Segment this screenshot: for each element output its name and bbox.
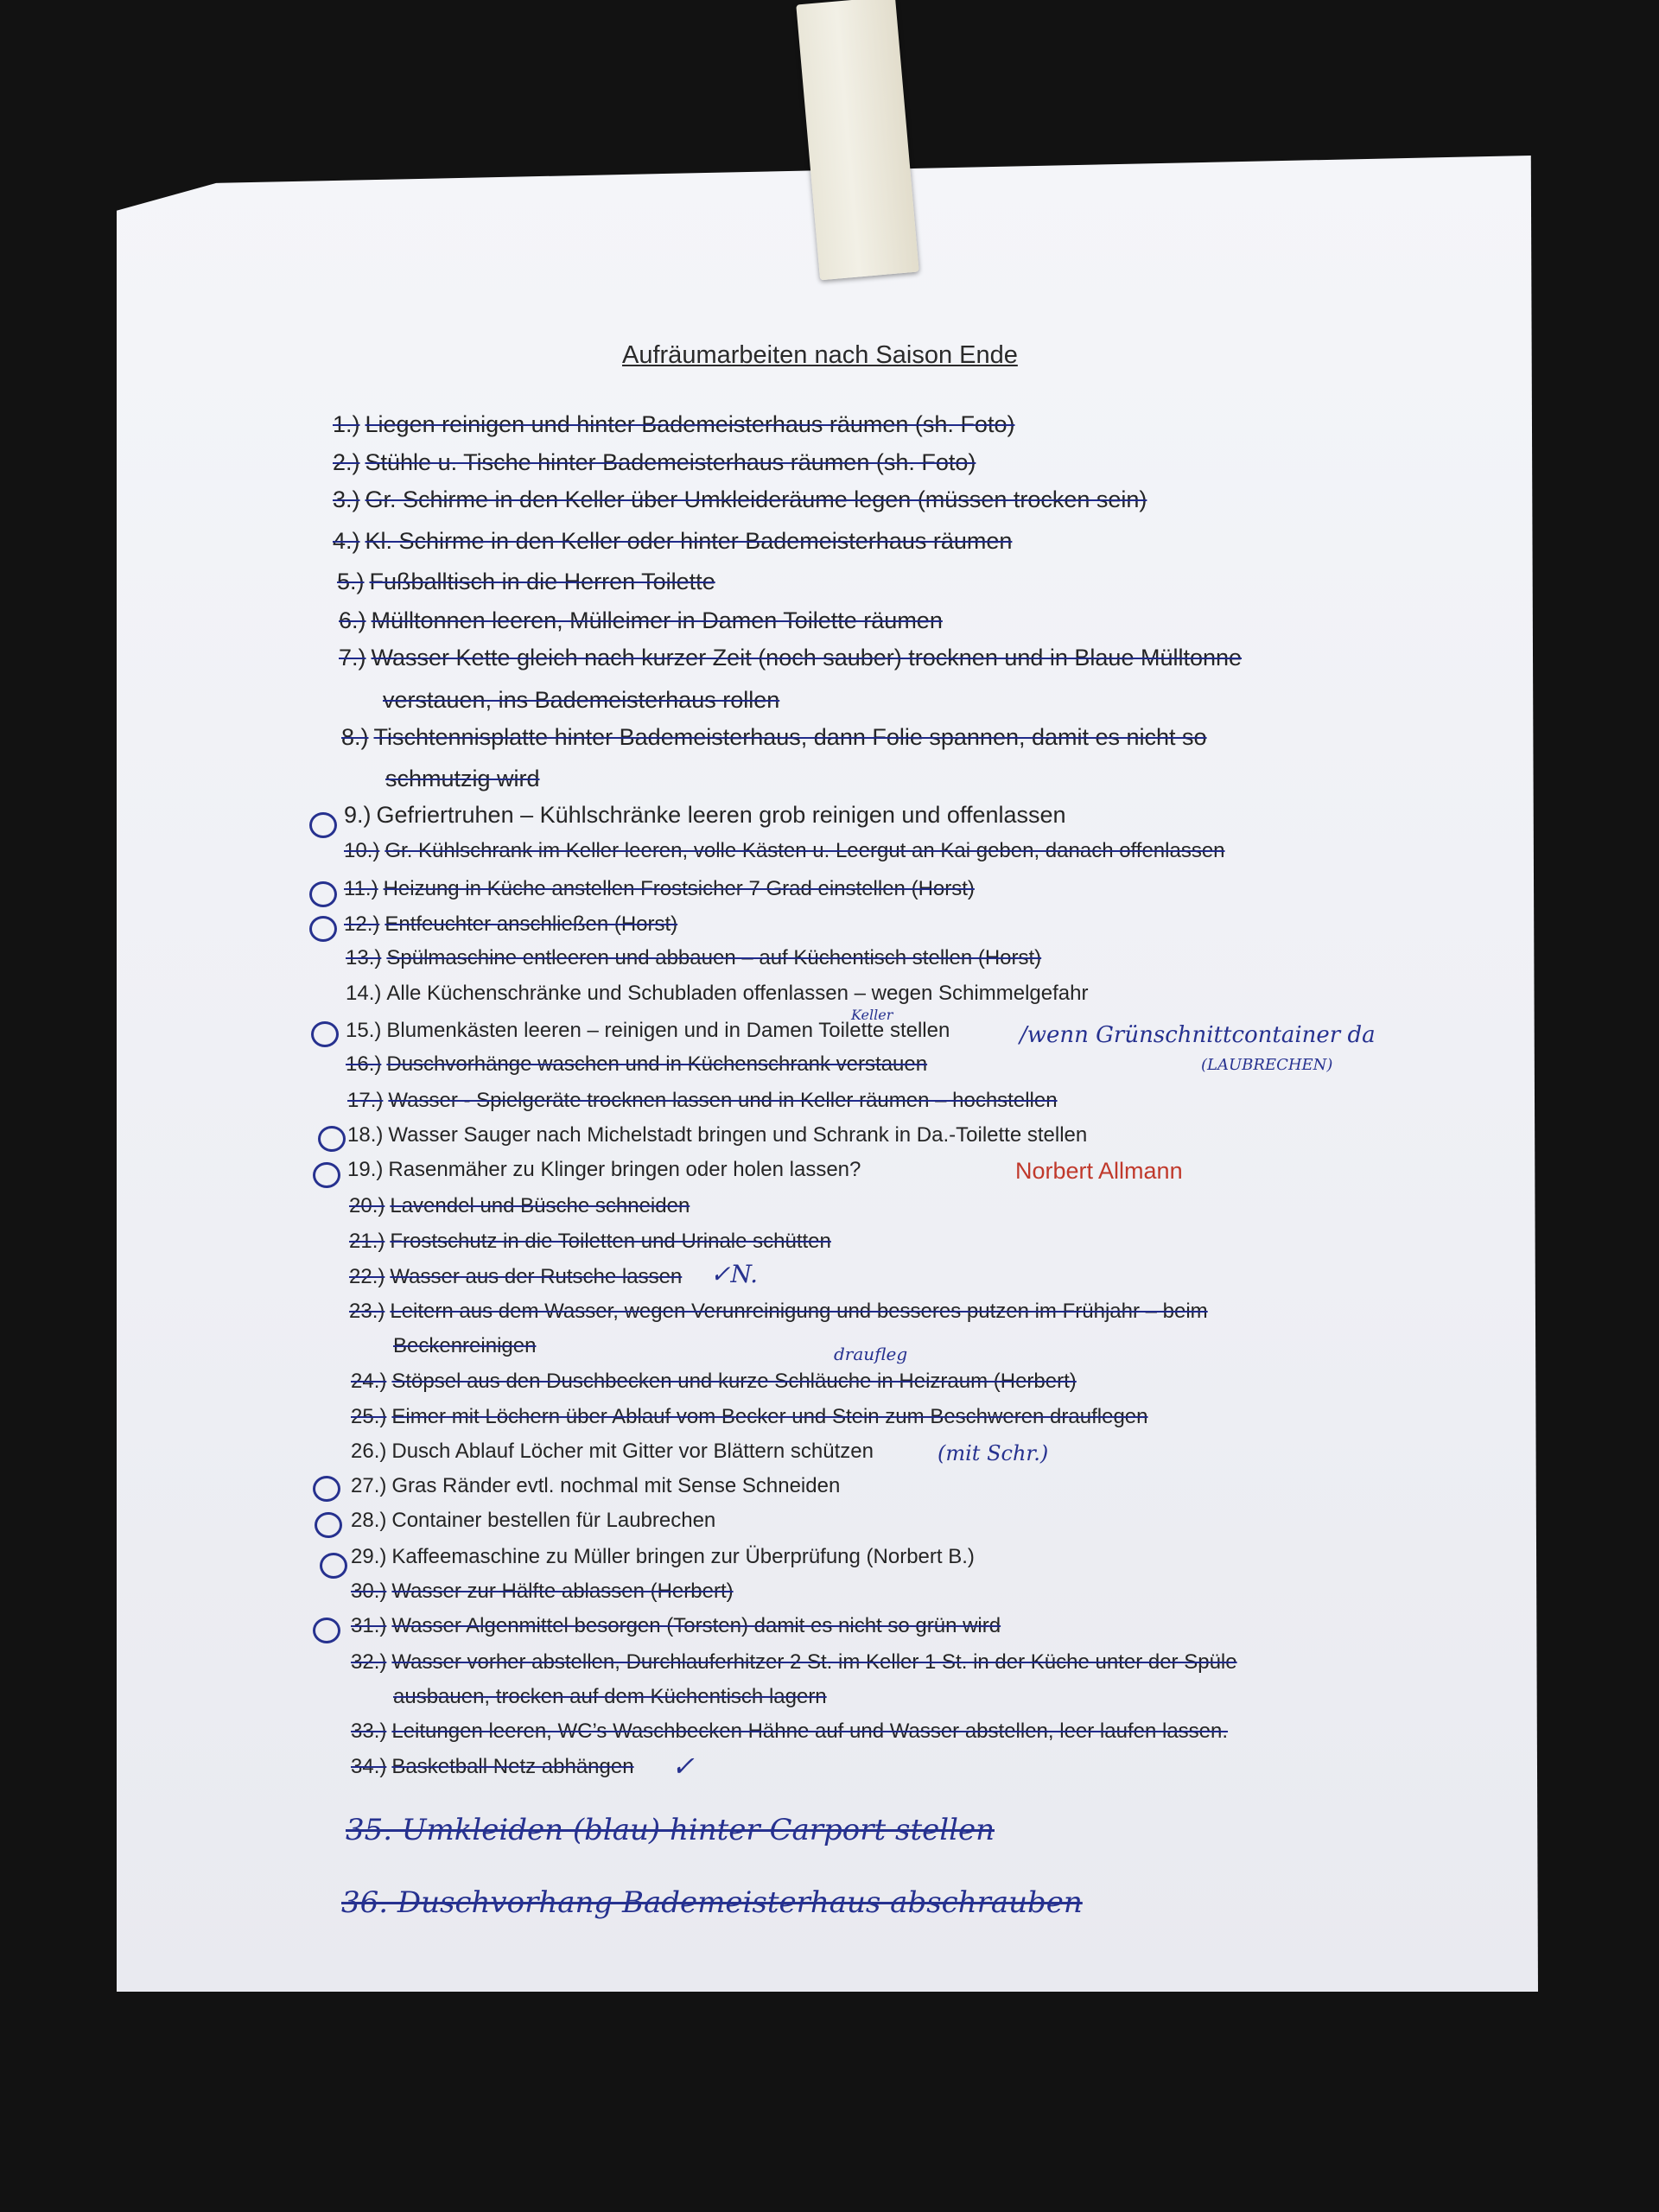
name-overlay: Norbert Allmann bbox=[1015, 1158, 1183, 1184]
list-item: 5.) Fußballtisch in die Herren Toilette bbox=[337, 569, 715, 594]
list-item: 4.) Kl. Schirme in den Keller oder hinter Bademeisterhaus räumen bbox=[333, 528, 1013, 554]
handwritten-note: (mit Schr.) bbox=[938, 1441, 1049, 1465]
handwritten-note: draufleg bbox=[834, 1344, 908, 1364]
circle-mark bbox=[309, 812, 337, 838]
list-item: 31.) Wasser Algenmittel besorgen (Torsten) damit es nicht so grün wird bbox=[351, 1614, 1001, 1637]
list-item: ausbauen, trocken auf dem Küchentisch lagern bbox=[393, 1685, 827, 1708]
list-item: 24.) Stöpsel aus den Duschbecken und kurze Schläuche in Heizraum (Herbert) bbox=[351, 1370, 1077, 1393]
list-item: 23.) Leitern aus dem Wasser, wegen Verunreinigung und besseres putzen im Frühjahr – beim bbox=[349, 1300, 1208, 1323]
list-item: 11.) Heizung in Küche anstellen Frostsicher 7 Grad einstellen (Horst) bbox=[344, 877, 975, 900]
list-item: schmutzig wird bbox=[385, 766, 540, 791]
list-item: 2.) Stühle u. Tische hinter Bademeisterhaus räumen (sh. Foto) bbox=[333, 449, 976, 475]
list-item: 7.) Wasser Kette gleich nach kurzer Zeit (noch sauber) trocknen und in Blaue Mülltonne bbox=[339, 645, 1243, 671]
list-item: 1.) Liegen reinigen und hinter Bademeisterhaus räumen (sh. Foto) bbox=[333, 411, 1015, 437]
circle-mark bbox=[313, 1618, 340, 1643]
list-item: 29.) Kaffeemaschine zu Müller bringen zur Überprüfung (Norbert B.) bbox=[351, 1545, 975, 1568]
list-item: Beckenreinigen bbox=[393, 1334, 537, 1357]
circle-mark bbox=[313, 1162, 340, 1188]
list-item: 16.) Duschvorhänge waschen und in Küchenschrank verstauen bbox=[346, 1052, 928, 1076]
handwritten-note: (LAUBRECHEN) bbox=[1201, 1056, 1333, 1074]
list-item: 26.) Dusch Ablauf Löcher mit Gitter vor Blättern schützen bbox=[351, 1440, 874, 1463]
list-item: 10.) Gr. Kühlschrank im Keller leeren, volle Kästen u. Leergut an Kai geben, danach offenlassen bbox=[344, 839, 1225, 862]
list-item: 25.) Eimer mit Löchern über Ablauf vom Becker und Stein zum Beschweren drauflegen bbox=[351, 1405, 1148, 1428]
list-item: 27.) Gras Ränder evtl. nochmal mit Sense Schneiden bbox=[351, 1474, 841, 1497]
list-item: 6.) Mülltonnen leeren, Mülleimer in Damen Toilette räumen bbox=[339, 607, 943, 633]
list-item: 19.) Rasenmäher zu Klinger bringen oder holen lassen? bbox=[347, 1158, 861, 1181]
list-item: 14.) Alle Küchenschränke und Schubladen offenlassen – wegen Schimmelgefahr bbox=[346, 982, 1089, 1005]
list-item: 32.) Wasser vorher abstellen, Durchlauferhitzer 2 St. im Keller 1 St. in der Küche unter der Spüle bbox=[351, 1650, 1237, 1674]
list-item: 17.) Wasser - Spielgeräte trocknen lassen und in Keller räumen – hochstellen bbox=[347, 1089, 1058, 1112]
list-item: 9.) Gefriertruhen – Kühlschränke leeren grob reinigen und offenlassen bbox=[344, 802, 1066, 828]
circle-mark bbox=[311, 1021, 339, 1047]
list-item: 33.) Leitungen leeren, WC’s Waschbecken Hähne auf und Wasser abstellen, leer laufen lassen. bbox=[351, 1719, 1229, 1743]
handwritten-note: ✓N. bbox=[710, 1260, 759, 1288]
circle-mark bbox=[315, 1512, 342, 1538]
list-item: 12.) Entfeuchter anschließen (Horst) bbox=[344, 912, 678, 936]
list-item: 30.) Wasser zur Hälfte ablassen (Herbert) bbox=[351, 1580, 734, 1603]
list-item: 22.) Wasser aus der Rutsche lassen bbox=[349, 1265, 683, 1288]
handwritten-item-35: 35. Umkleiden (blau) hinter Carport stellen bbox=[346, 1813, 995, 1847]
list-item: 3.) Gr. Schirme in den Keller über Umkleideräume legen (müssen trocken sein) bbox=[333, 486, 1147, 512]
document-title: Aufräumarbeiten nach Saison Ende bbox=[622, 341, 1018, 369]
list-item: verstauen, ins Bademeisterhaus rollen bbox=[383, 687, 780, 713]
list-item: 15.) Blumenkästen leeren – reinigen und in Damen Toilette stellen bbox=[346, 1019, 950, 1042]
circle-mark bbox=[309, 881, 337, 907]
handwritten-check: ✓ bbox=[671, 1750, 695, 1783]
circle-mark bbox=[318, 1126, 346, 1152]
list-item: 8.) Tischtennisplatte hinter Bademeisterhaus, dann Folie spannen, damit es nicht so bbox=[341, 724, 1207, 750]
circle-mark bbox=[309, 916, 337, 942]
list-item: 28.) Container bestellen für Laubrechen bbox=[351, 1509, 716, 1532]
handwritten-item-36: 36. Duschvorhang Bademeisterhaus abschrauben bbox=[341, 1885, 1083, 1920]
handwritten-note: /wenn Grünschnittcontainer da bbox=[1020, 1022, 1376, 1048]
list-item: 20.) Lavendel und Büsche schneiden bbox=[349, 1194, 690, 1217]
list-item: 18.) Wasser Sauger nach Michelstadt bringen und Schrank in Da.-Toilette stellen bbox=[347, 1123, 1088, 1147]
circle-mark bbox=[313, 1476, 340, 1502]
list-item: 21.) Frostschutz in die Toiletten und Urinale schütten bbox=[349, 1230, 831, 1253]
handwritten-note: Keller bbox=[851, 1007, 893, 1023]
list-item: 13.) Spülmaschine entleeren und abbauen – auf Küchentisch stellen (Horst) bbox=[346, 946, 1042, 969]
circle-mark bbox=[320, 1553, 347, 1579]
list-item: 34.) Basketball Netz abhängen bbox=[351, 1755, 634, 1778]
